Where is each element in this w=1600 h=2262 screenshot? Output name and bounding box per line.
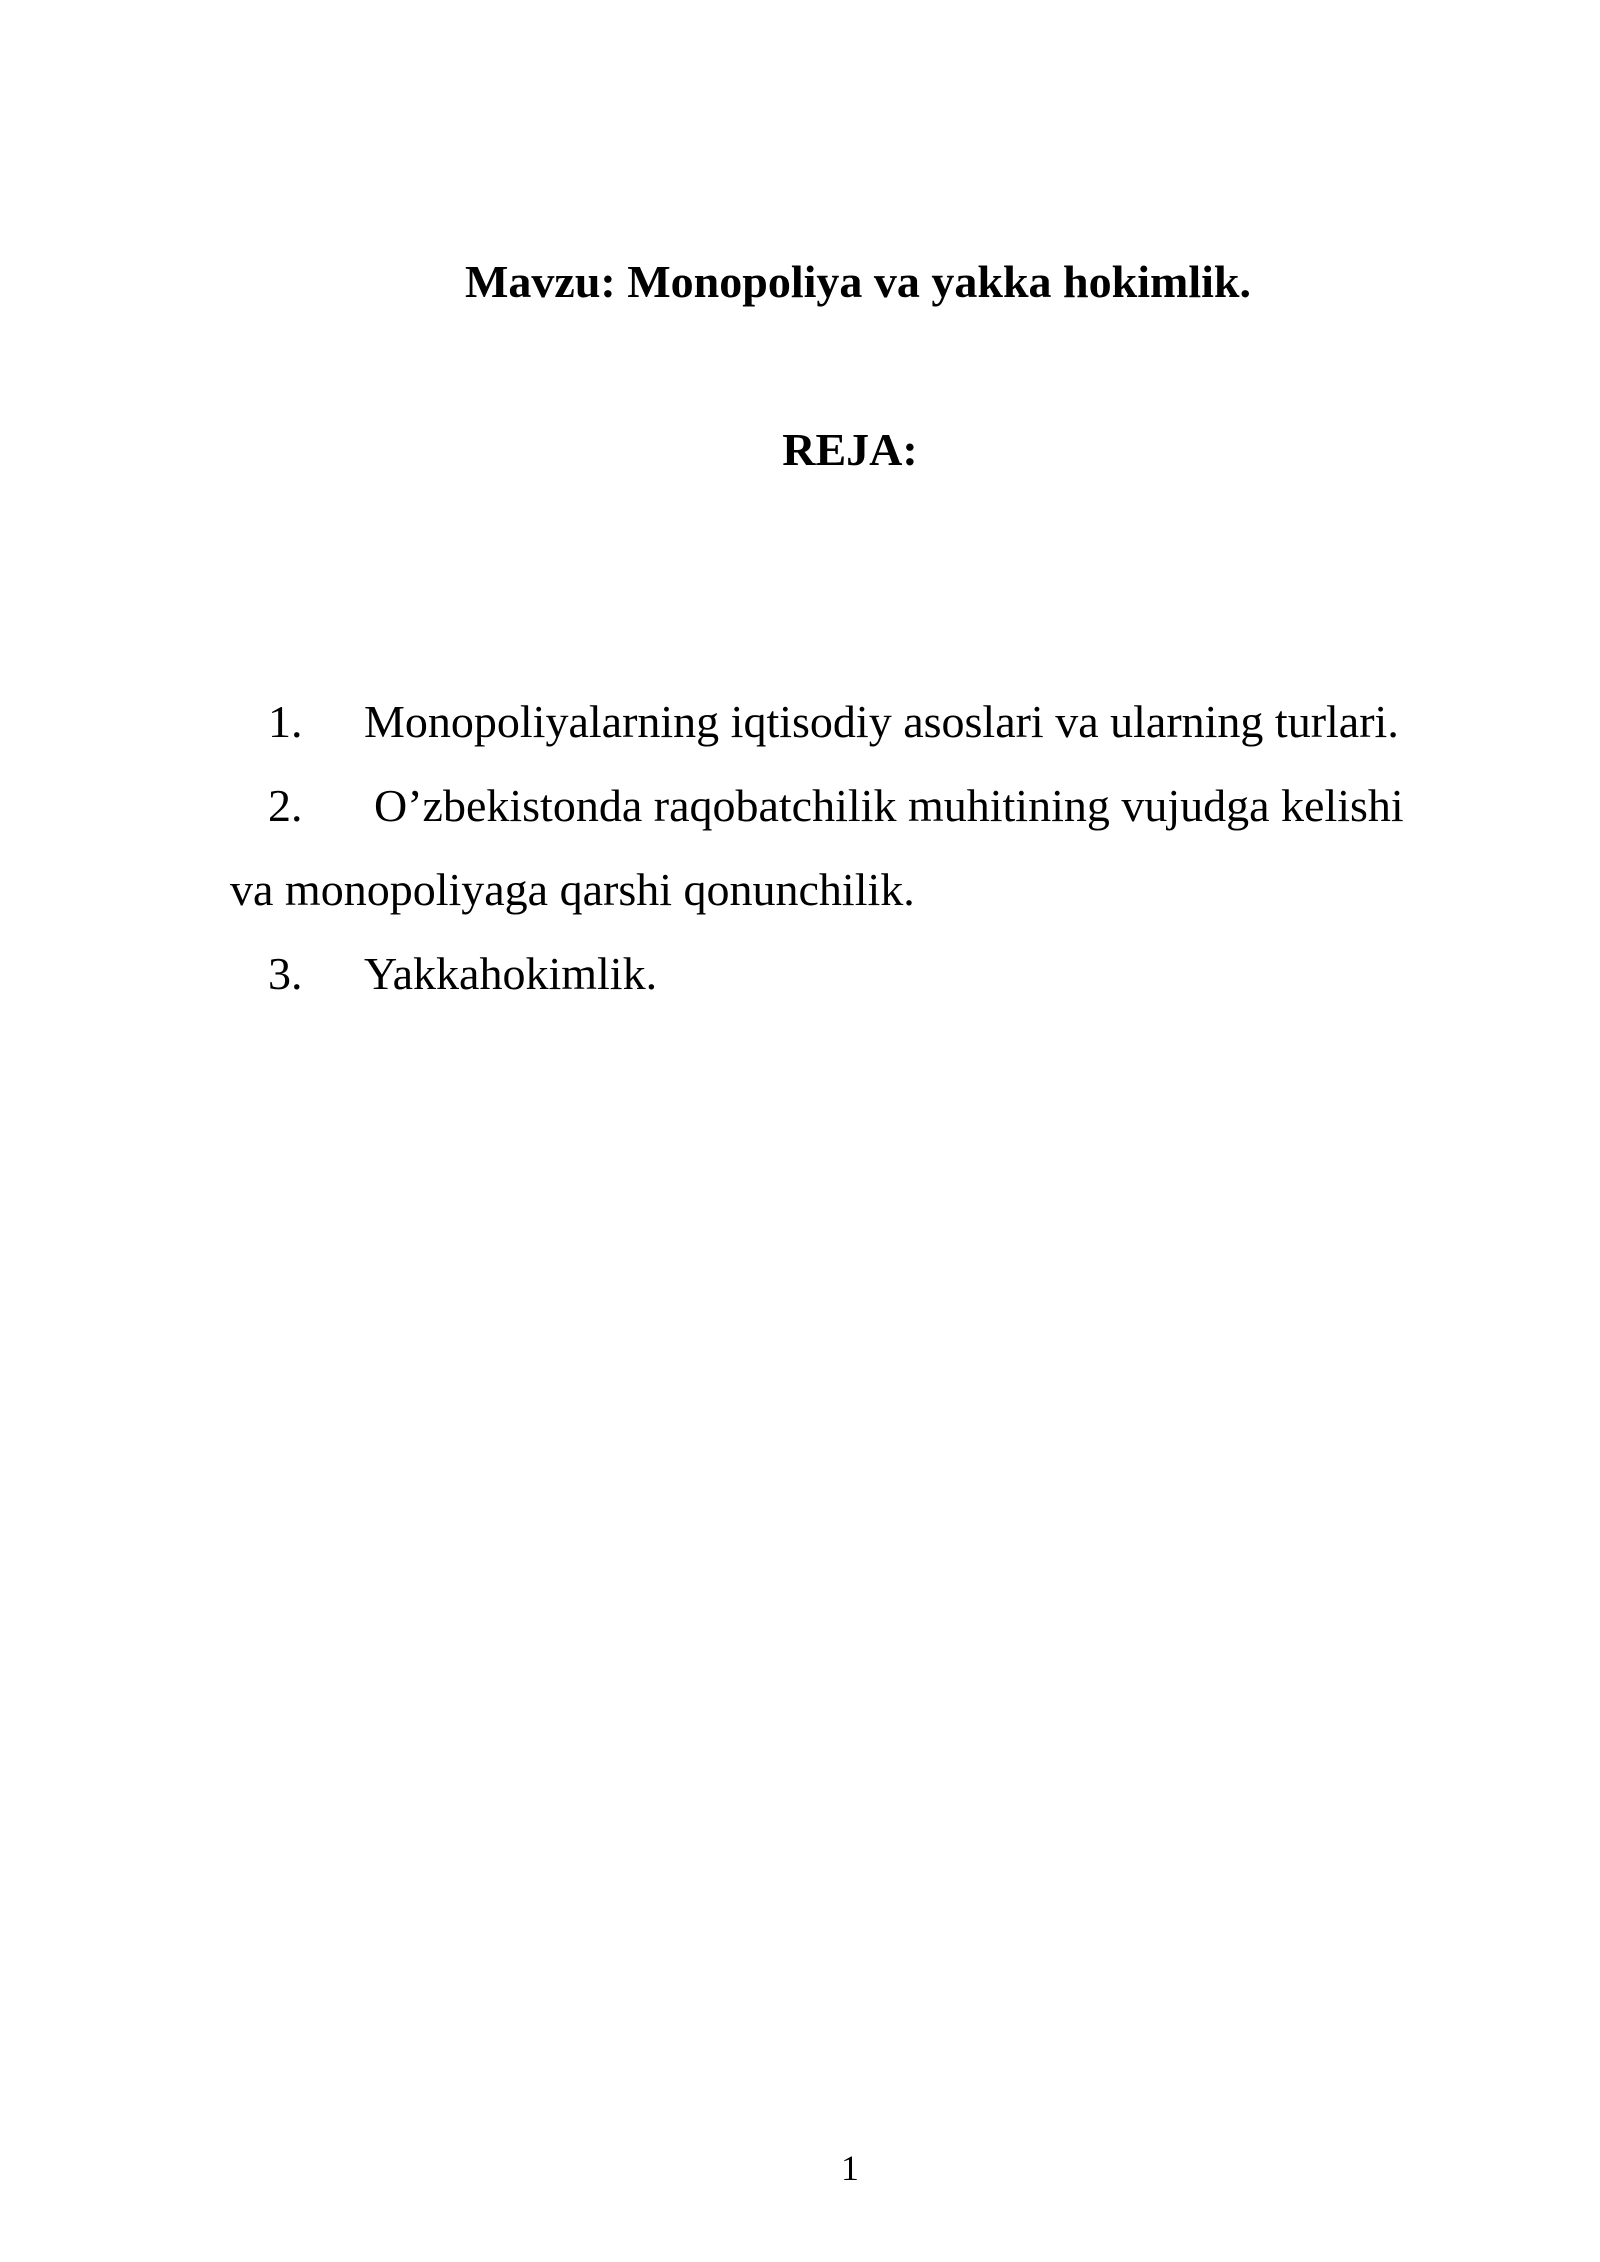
plan-item-2: [230, 764, 1430, 848]
plan-item-text: Yakkahokimlik.: [364, 948, 658, 999]
plan-item-1: [230, 680, 1430, 764]
plan-item-number: 2.: [268, 780, 303, 831]
page-number: 1: [841, 2148, 859, 2188]
plan-list: [230, 680, 1430, 1016]
plan-item-number: 1.: [268, 696, 303, 747]
plan-item-text: Monopoliyalarning iqtisodiy asoslari va ularning turlari.: [364, 696, 1399, 747]
plan-item-text: O’zbekistonda raqobatchilik muhitining vujudga kelishi: [374, 780, 1404, 831]
plan-item-2-continuation: [230, 848, 1430, 932]
plan-heading: REJA:: [782, 424, 918, 475]
plan-item-number: 3.: [268, 948, 303, 999]
plan-item-continuation-text: va monopoliyaga qarshi qonunchilik.: [230, 864, 915, 915]
page-title: Mavzu: Monopoliya va yakka hokimlik.: [465, 256, 1251, 307]
plan-item-3: [230, 932, 1430, 1016]
